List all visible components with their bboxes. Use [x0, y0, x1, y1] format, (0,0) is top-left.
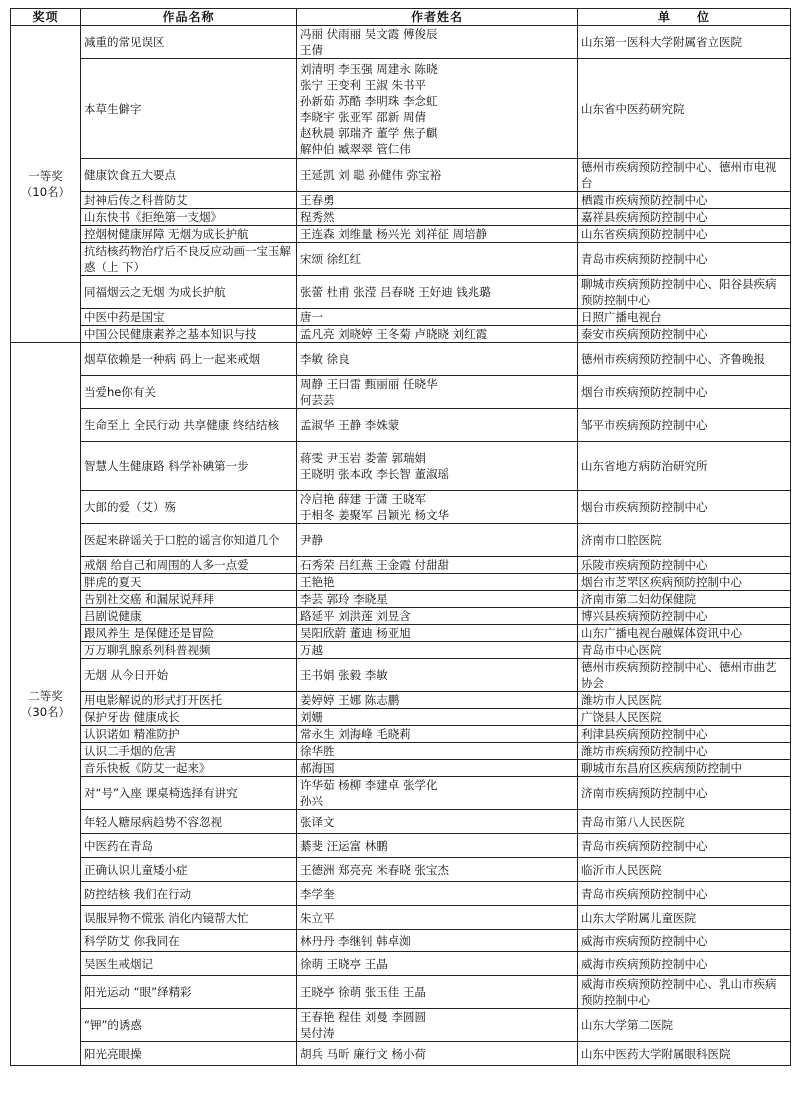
work-cell: 本草生僻字 [81, 59, 297, 159]
authors-cell: 姜婷婷 王娜 陈志鹏 [297, 692, 578, 709]
table-row [11, 326, 791, 343]
authors-cell: 郝海国 [297, 760, 578, 777]
table-row [11, 642, 791, 659]
authors-cell: 王连森 刘维量 杨兴光 刘祥征 周培静 [297, 226, 578, 243]
authors-cell: 王书娟 张毅 李敏 [297, 659, 578, 692]
authors-cell: 李芸 郭玲 李晓星 [297, 591, 578, 608]
unit-cell: 德州市疾病预防控制中心、齐鲁晚报 [578, 343, 791, 376]
table-row [11, 26, 791, 59]
work-cell: 生命至上 全民行动 共享健康 终结结核 [81, 409, 297, 442]
table-row [11, 409, 791, 442]
table-row [11, 659, 791, 692]
work-cell: 万万聊乳腺系列科普视频 [81, 642, 297, 659]
authors-cell: 徐华胜 [297, 743, 578, 760]
grade-count: （30名） [20, 705, 71, 719]
table-row [11, 625, 791, 642]
work-cell: 对“号”入座 课桌椅选择有讲究 [81, 777, 297, 810]
unit-cell: 山东大学附属儿童医院 [578, 906, 791, 930]
table-row [11, 1042, 791, 1066]
work-cell: 烟草依赖是一种病 码上一起来戒烟 [81, 343, 297, 376]
table-row [11, 591, 791, 608]
table-row [11, 906, 791, 930]
work-cell: 科学防艾 你我同在 [81, 930, 297, 952]
unit-cell: 嘉祥县疾病预防控制中心 [578, 209, 791, 226]
unit-cell: 威海市疾病预防控制中心 [578, 952, 791, 976]
authors-cell: 王春勇 [297, 192, 578, 209]
table-row [11, 810, 791, 834]
unit-cell: 济南市口腔医院 [578, 524, 791, 557]
unit-cell: 青岛市疾病预防控制中心 [578, 882, 791, 906]
authors-cell: 李敏 徐良 [297, 343, 578, 376]
table-row [11, 952, 791, 976]
work-cell: 误服异物不慌张 消化内镜帮大忙 [81, 906, 297, 930]
table-row [11, 376, 791, 409]
work-cell: “钾”的诱惑 [81, 1009, 297, 1042]
authors-cell: 石秀荣 吕红燕 王金霞 付甜甜 [297, 557, 578, 574]
work-cell: 当爱he你有关 [81, 376, 297, 409]
work-cell: 抗结核药物治疗后不良反应动画一宝玉解惑（上 下） [81, 243, 297, 276]
table-row [11, 226, 791, 243]
work-cell: 用电影解说的形式打开医托 [81, 692, 297, 709]
authors-cell: 吴阳欣蔚 董迪 杨亚旭 [297, 625, 578, 642]
table-row [11, 524, 791, 557]
authors-cell: 常永生 刘海峰 毛晓莉 [297, 726, 578, 743]
table-row [11, 491, 791, 524]
unit-cell: 山东省中医药研究院 [578, 59, 791, 159]
table-row [11, 760, 791, 777]
table-row [11, 343, 791, 376]
unit-cell: 德州市疾病预防控制中心、德州市电视台 [578, 159, 791, 192]
table-row [11, 1009, 791, 1042]
unit-cell: 济南市疾病预防控制中心 [578, 777, 791, 810]
authors-cell: 王春艳 程佳 刘曼 李圆圆 吴付涛 [297, 1009, 578, 1042]
authors-cell: 冷启艳 薛建 于潇 王晓军 于相冬 姜聚军 吕颖光 杨文华 [297, 491, 578, 524]
work-cell: 胖虎的夏天 [81, 574, 297, 591]
table-row [11, 882, 791, 906]
award-body [11, 26, 791, 1066]
unit-cell: 山东中医药大学附属眼科医院 [578, 1042, 791, 1066]
table-row [11, 743, 791, 760]
unit-cell: 泰安市疾病预防控制中心 [578, 326, 791, 343]
work-cell: 减重的常见误区 [81, 26, 297, 59]
unit-cell: 威海市疾病预防控制中心 [578, 930, 791, 952]
work-cell: 中国公民健康素养之基本知识与技 [81, 326, 297, 343]
authors-cell: 孟淑华 王静 李姝蒙 [297, 409, 578, 442]
work-cell: 无烟 从今日开始 [81, 659, 297, 692]
work-cell: 阳光亮眼操 [81, 1042, 297, 1066]
header-authors: 作者姓名 [297, 9, 578, 26]
header-work: 作品名称 [81, 9, 297, 26]
table-row [11, 777, 791, 810]
work-cell: 控烟树健康屏障 无烟为成长护航 [81, 226, 297, 243]
work-cell: 吴医生戒烟记 [81, 952, 297, 976]
work-cell: 中医中药是国宝 [81, 309, 297, 326]
table-row [11, 709, 791, 726]
unit-cell: 山东第一医科大学附属省立医院 [578, 26, 791, 59]
work-cell: 吕剧说健康 [81, 608, 297, 625]
work-cell: 跟风养生 是保健还是冒险 [81, 625, 297, 642]
unit-cell: 山东省地方病防治研究所 [578, 442, 791, 491]
table-row [11, 834, 791, 858]
unit-cell: 烟台市疾病预防控制中心 [578, 491, 791, 524]
work-cell: 认识诺如 精准防护 [81, 726, 297, 743]
authors-cell: 张蕾 杜甫 张滢 吕春晓 王好迪 钱兆璐 [297, 276, 578, 309]
work-cell: 告别社交癌 和漏尿说拜拜 [81, 591, 297, 608]
authors-cell: 万越 [297, 642, 578, 659]
table-row [11, 574, 791, 591]
unit-cell: 潍坊市人民医院 [578, 692, 791, 709]
table-row [11, 192, 791, 209]
unit-cell: 青岛市疾病预防控制中心 [578, 243, 791, 276]
authors-cell: 王德洲 郑亮亮 米春晓 张宝杰 [297, 858, 578, 882]
work-cell: 保护牙齿 健康成长 [81, 709, 297, 726]
authors-cell: 宋颂 徐红红 [297, 243, 578, 276]
unit-cell: 德州市疾病预防控制中心、德州市曲艺协会 [578, 659, 791, 692]
unit-cell: 日照广播电视台 [578, 309, 791, 326]
authors-cell: 周静 王曰雷 甄丽丽 任晓华 何芸芸 [297, 376, 578, 409]
authors-cell: 刘姗 [297, 709, 578, 726]
unit-cell: 青岛市疾病预防控制中心 [578, 834, 791, 858]
table-row [11, 976, 791, 1009]
header-award: 奖项 [11, 9, 81, 26]
work-cell: 同福烟云之无烟 为成长护航 [81, 276, 297, 309]
table-row [11, 59, 791, 159]
table-row [11, 209, 791, 226]
grade-name: 一等奖 [28, 169, 63, 183]
table-row [11, 243, 791, 276]
authors-cell: 李学奎 [297, 882, 578, 906]
unit-cell: 利津县疾病预防控制中心 [578, 726, 791, 743]
work-cell: 戒烟 给自己和周围的人多一点爱 [81, 557, 297, 574]
authors-cell: 綦斐 汪运富 林鹏 [297, 834, 578, 858]
authors-cell: 尹静 [297, 524, 578, 557]
work-cell: 中医药在青岛 [81, 834, 297, 858]
table-row [11, 858, 791, 882]
table-row [11, 276, 791, 309]
unit-cell: 青岛市第八人民医院 [578, 810, 791, 834]
work-cell: 山东快书《拒绝第一支烟》 [81, 209, 297, 226]
unit-cell: 青岛市中心医院 [578, 642, 791, 659]
unit-cell: 聊城市疾病预防控制中心、阳谷县疾病预防控制中心 [578, 276, 791, 309]
authors-cell: 王晓亭 徐萌 张玉佳 王晶 [297, 976, 578, 1009]
unit-cell: 栖霞市疾病预防控制中心 [578, 192, 791, 209]
table-row [11, 692, 791, 709]
unit-cell: 烟台市芝罘区疾病预防控制中心 [578, 574, 791, 591]
unit-cell: 临沂市人民医院 [578, 858, 791, 882]
header-row [11, 9, 791, 26]
authors-cell: 王延凯 刘 聪 孙健伟 弥宝裕 [297, 159, 578, 192]
work-cell: 智慧人生健康路 科学补碘第一步 [81, 442, 297, 491]
grade-cell [11, 26, 81, 343]
unit-cell: 广饶县人民医院 [578, 709, 791, 726]
work-cell: 年轻人糖尿病趋势不容忽视 [81, 810, 297, 834]
unit-cell: 邹平市疾病预防控制中心 [578, 409, 791, 442]
table-row [11, 608, 791, 625]
unit-cell: 山东广播电视台融媒体资讯中心 [578, 625, 791, 642]
authors-cell: 路延平 刘洪莲 刘昱含 [297, 608, 578, 625]
authors-cell: 孟凡亮 刘晓婷 王冬菊 卢晓晓 刘红霞 [297, 326, 578, 343]
unit-cell: 乐陵市疾病预防控制中心 [578, 557, 791, 574]
authors-cell: 程秀然 [297, 209, 578, 226]
work-cell: 正确认识儿童矮小症 [81, 858, 297, 882]
authors-cell: 许华茹 杨柳 李建卓 张学化 孙兴 [297, 777, 578, 810]
table-row [11, 557, 791, 574]
authors-cell: 冯丽 伏雨丽 吴文霞 傅俊辰 王倩 [297, 26, 578, 59]
authors-cell: 徐萌 王晓亭 王晶 [297, 952, 578, 976]
table-row [11, 442, 791, 491]
table-row [11, 930, 791, 952]
grade-count: （10名） [20, 185, 71, 199]
unit-cell: 威海市疾病预防控制中心、乳山市疾病预防控制中心 [578, 976, 791, 1009]
work-cell: 封神后传之科普防艾 [81, 192, 297, 209]
authors-cell: 林丹丹 李继钊 韩卓洳 [297, 930, 578, 952]
unit-cell: 山东大学第二医院 [578, 1009, 791, 1042]
grade-name: 二等奖 [28, 689, 63, 703]
work-cell: 认识二手烟的危害 [81, 743, 297, 760]
authors-cell: 刘清明 李玉强 周建永 陈晓 张宁 王变利 王淑 朱书平 孙新茹 苏酷 李明珠 李念虹 李晓宇 张亚军 邵新 周倩 赵秋晨 郭瑞齐 董学 焦子麒 解仲伯 臧翠翠 管仁伟 [297, 59, 578, 159]
work-cell: 医起来辟谣关于口腔的谣言你知道几个 [81, 524, 297, 557]
unit-cell: 烟台市疾病预防控制中心 [578, 376, 791, 409]
work-cell: 健康饮食五大要点 [81, 159, 297, 192]
unit-cell: 博兴县疾病预防控制中心 [578, 608, 791, 625]
authors-cell: 唐一 [297, 309, 578, 326]
table-row [11, 726, 791, 743]
authors-cell: 王艳艳 [297, 574, 578, 591]
table-row [11, 309, 791, 326]
authors-cell: 胡兵 马昕 廉行文 杨小荷 [297, 1042, 578, 1066]
work-cell: 音乐快板《防艾一起来》 [81, 760, 297, 777]
work-cell: 防控结核 我们在行动 [81, 882, 297, 906]
authors-cell: 朱立平 [297, 906, 578, 930]
unit-cell: 潍坊市疾病预防控制中心 [578, 743, 791, 760]
unit-cell: 济南市第二妇幼保健院 [578, 591, 791, 608]
unit-cell: 聊城市东昌府区疾病预防控制中 [578, 760, 791, 777]
work-cell: 大郎的爱（艾）殇 [81, 491, 297, 524]
authors-cell: 蒋雯 尹玉岩 娄蕾 郭瑞娟 王晓明 张本政 李长智 董淑瑶 [297, 442, 578, 491]
unit-cell: 山东省疾病预防控制中心 [578, 226, 791, 243]
header-unit: 单 位 [578, 9, 791, 26]
authors-cell: 张译文 [297, 810, 578, 834]
grade-cell [11, 343, 81, 1066]
work-cell: 阳光运动 “眼”绎精彩 [81, 976, 297, 1009]
award-table [10, 8, 791, 1066]
table-row [11, 159, 791, 192]
